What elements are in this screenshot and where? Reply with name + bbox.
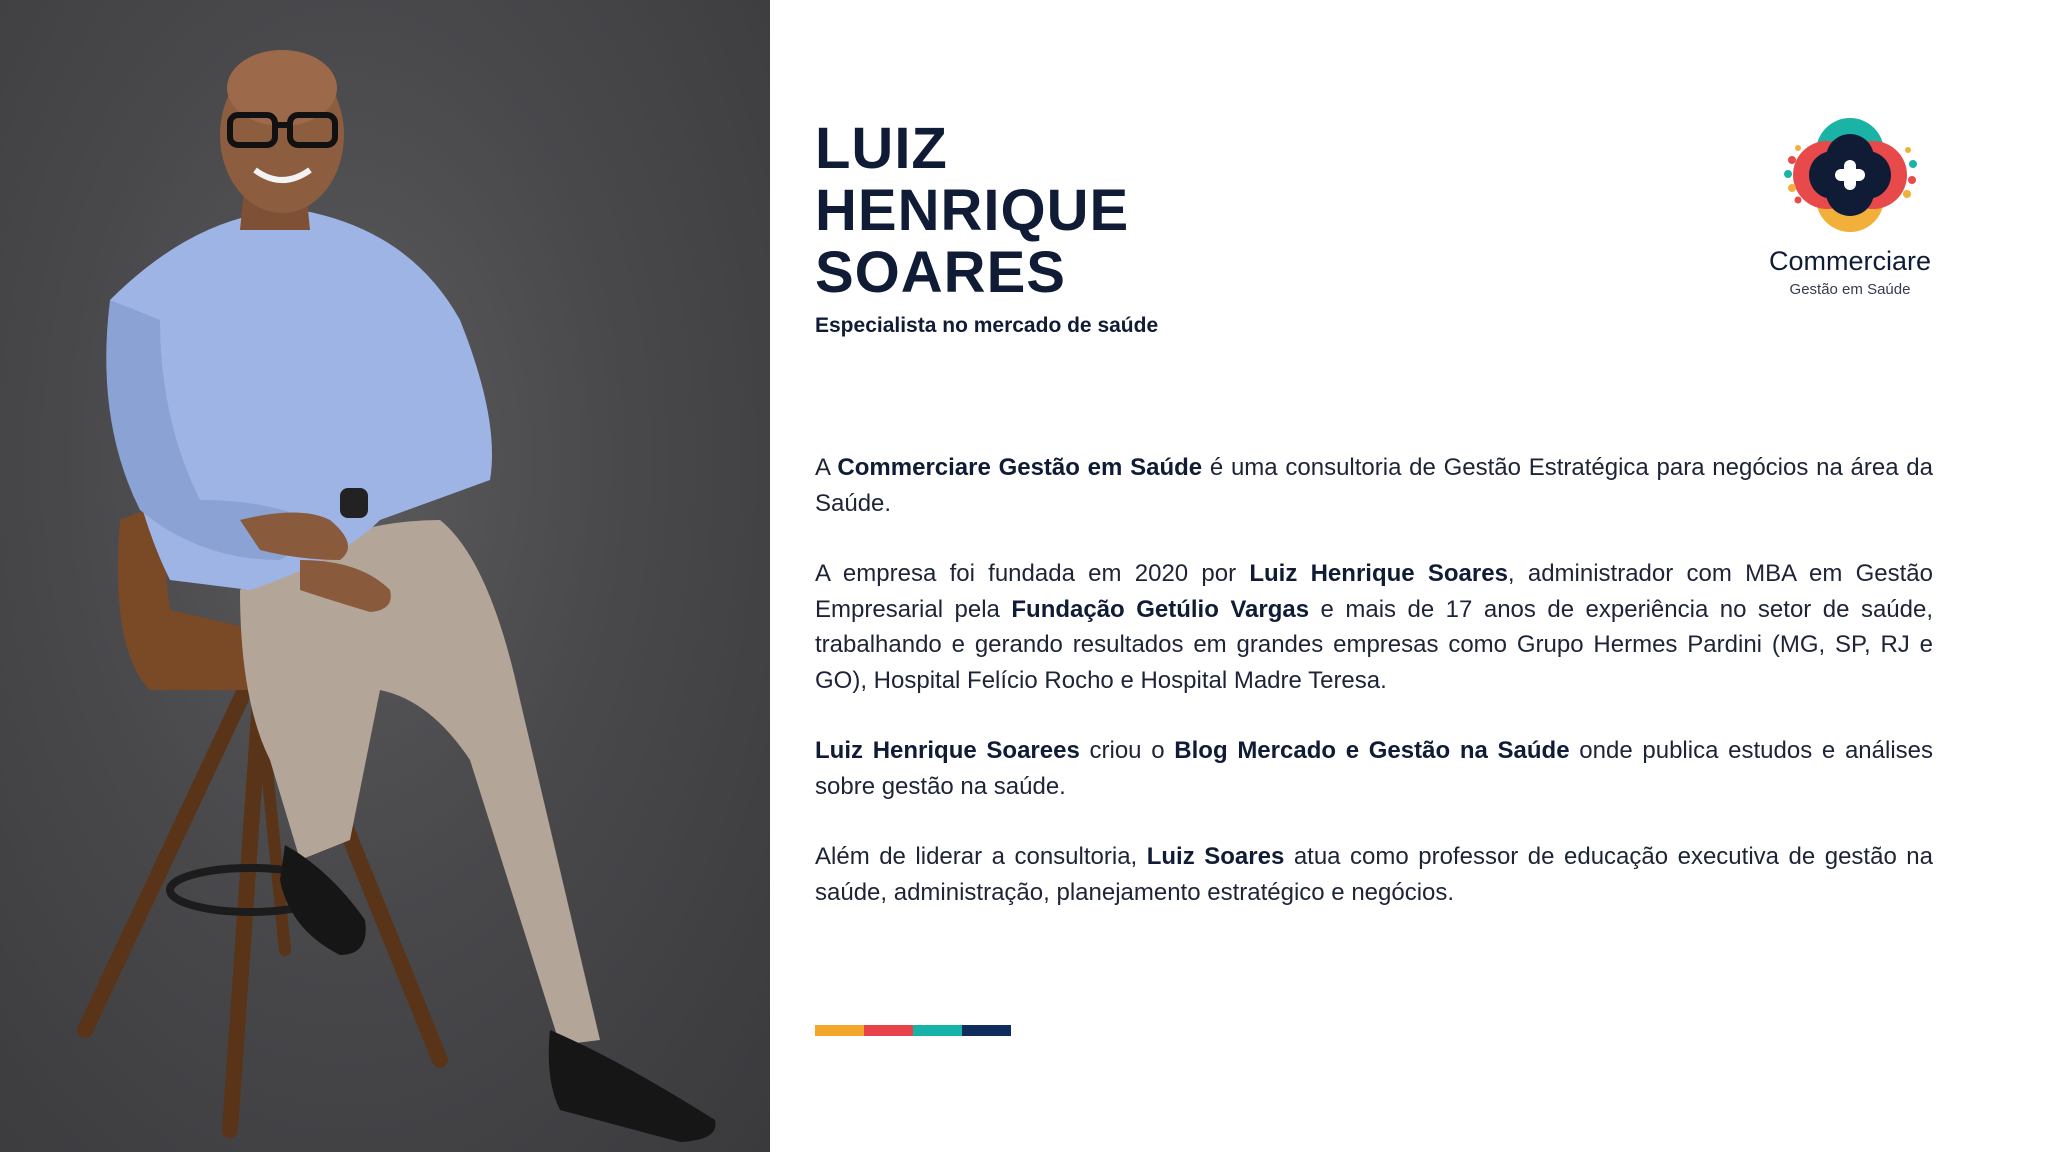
portrait-illustration [0, 0, 770, 1152]
p1-text-a: A [815, 454, 838, 481]
name-line-1: LUIZ [815, 116, 948, 181]
logo-company-name: Commerciare [1768, 246, 1932, 276]
person-name [815, 118, 1129, 304]
paragraph-2 [815, 556, 1933, 698]
p4-text-a: Além de liderar a consultoria, [815, 843, 1147, 870]
p2-text-d: e mais de 17 anos de experiência no setor de saúde, trabalhando e gerando resultados em grandes empresas como Grupo Hermes Pardini (MG, SP, RJ e GO), Hospital Felício Rocho e Hospital Madre Teresa. [815, 595, 1933, 694]
flower-cross-icon [1770, 110, 1930, 240]
portrait-photo [0, 0, 770, 1152]
paragraph-3 [815, 733, 1933, 804]
logo-tagline: Gestão em Saúde [1789, 281, 1911, 298]
name-line-2: HENRIQUE [815, 178, 1130, 243]
person-subtitle: Especialista no mercado de saúde [815, 314, 1159, 337]
p3-text-c: onde publica estudos e análises sobre gestão na saúde. [815, 737, 1933, 800]
paragraph-4 [815, 839, 1933, 910]
p2-bold-fgv: Fundação Getúlio Vargas [1011, 595, 1310, 623]
p3-bold-blog: Blog Mercado e Gestão na Saúde [1174, 737, 1570, 764]
accent-segment-navy [962, 1025, 1011, 1036]
p1-text-c: é uma consultoria de Gestão Estratégica para negócios na área da Saúde. [815, 454, 1933, 517]
p2-text-a: A empresa foi fundada em 2020 por [815, 560, 1250, 587]
p3-text-a: criou o [1079, 737, 1175, 764]
accent-color-bar [815, 1025, 1011, 1036]
name-line-3: SOARES [815, 240, 1066, 305]
company-logo [1760, 110, 1940, 298]
paragraph-1 [815, 450, 1933, 521]
accent-segment-teal [913, 1025, 962, 1036]
p4-bold-name: Luiz Soares [1146, 843, 1285, 870]
p4-text-c: atua como professor de educação executiva de gestão na saúde, administração, planejamento estratégico e negócios. [815, 843, 1934, 906]
accent-segment-orange [815, 1025, 864, 1036]
p3-bold-name: Luiz Henrique Soarees [815, 737, 1080, 764]
p2-text-c: , administrador com MBA em Gestão Empresarial pela [815, 560, 1933, 623]
accent-segment-red [864, 1025, 913, 1036]
p2-bold-name: Luiz Henrique Soares [1249, 560, 1508, 587]
stool [85, 690, 440, 1130]
bio-text [815, 450, 1933, 945]
p1-bold-company: Commerciare Gestão em Saúde [837, 454, 1203, 481]
